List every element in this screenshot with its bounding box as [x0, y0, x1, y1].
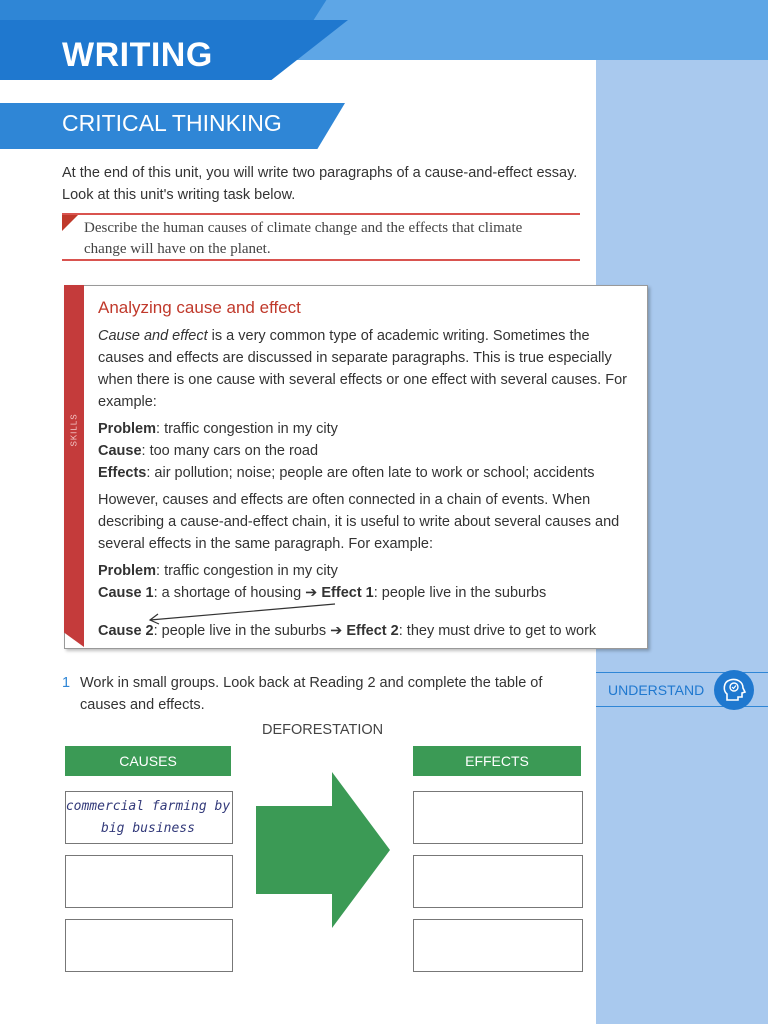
intro-paragraph: At the end of this unit, you will write two paragraphs of a cause-and-effect essay. Look at this unit's writing task below. [62, 165, 578, 203]
table-title: DEFORESTATION [262, 722, 384, 738]
question-number: 1 [62, 675, 71, 691]
cause-cell[interactable] [65, 919, 233, 972]
task-divider-bottom [62, 259, 580, 261]
subsection-title: CRITICAL THINKING [62, 110, 282, 136]
skills-side-label: SKILLS [69, 413, 79, 447]
label: Cause 2 [98, 623, 154, 639]
value: : a shortage of housing ➔ [153, 585, 322, 601]
value: : air pollution; noise; people are often late to work or school; accidents [146, 465, 595, 481]
understand-label: UNDERSTAND [608, 682, 705, 698]
skills-side-bar [64, 285, 84, 647]
task-divider-top [62, 213, 580, 215]
skills-heading: Analyzing cause and effect [98, 298, 301, 317]
effect-cell[interactable] [413, 791, 583, 844]
effect-cell[interactable] [413, 919, 583, 972]
example-1-effects [98, 462, 638, 484]
cause-cell[interactable] [65, 855, 233, 908]
emphasis-term: Cause and effect [98, 328, 208, 344]
example-1-cause [98, 440, 638, 462]
skills-paragraph-2: However, causes and effects are often connected in a chain of events. When describing a cause-and-effect chain, it is useful to write about several causes and several effects in the same paragraph. For example: [98, 492, 620, 552]
head-lightbulb-icon [714, 670, 754, 710]
effects-header: EFFECTS [413, 746, 581, 776]
top-band-accent [288, 0, 768, 60]
label: Cause [98, 443, 142, 459]
example-1-problem [98, 418, 638, 440]
section-title: WRITING [62, 36, 213, 74]
label: Problem [98, 421, 157, 437]
example-2-problem [98, 560, 638, 582]
value: : traffic congestion in my city [156, 421, 338, 437]
label: Effect 2 [346, 623, 399, 639]
effect-cell[interactable] [413, 855, 583, 908]
value: : traffic congestion in my city [156, 563, 338, 579]
value: : too many cars on the road [141, 443, 319, 459]
task-corner-marker [62, 215, 78, 231]
paragraph-text: is a very common type of academic writing. Sometimes the causes and effects are discussed in separate paragraphs. This is true especially when there is one cause with several effects or one effect with several causes. For example: [98, 328, 627, 410]
label: Cause 1 [98, 585, 154, 601]
value: : people live in the suburbs [373, 585, 547, 601]
writing-task: Describe the human causes of climate change and the effects that climate change will have on the planet. [84, 220, 523, 257]
label: Problem [98, 563, 157, 579]
right-arrow-icon [256, 772, 390, 928]
example-2-chain-2 [98, 620, 638, 642]
value: : people live in the suburbs ➔ [153, 623, 347, 639]
causes-header: CAUSES [65, 746, 231, 776]
value: : they must drive to get to work [398, 623, 597, 639]
label: Effects [98, 465, 147, 481]
label: Effect 1 [321, 585, 374, 601]
question-text: Work in small groups. Look back at Reading 2 and complete the table of causes and effects. [80, 675, 543, 713]
cause-answer: commercial farming by big business [65, 799, 231, 836]
skills-paragraph-1 [98, 325, 638, 413]
